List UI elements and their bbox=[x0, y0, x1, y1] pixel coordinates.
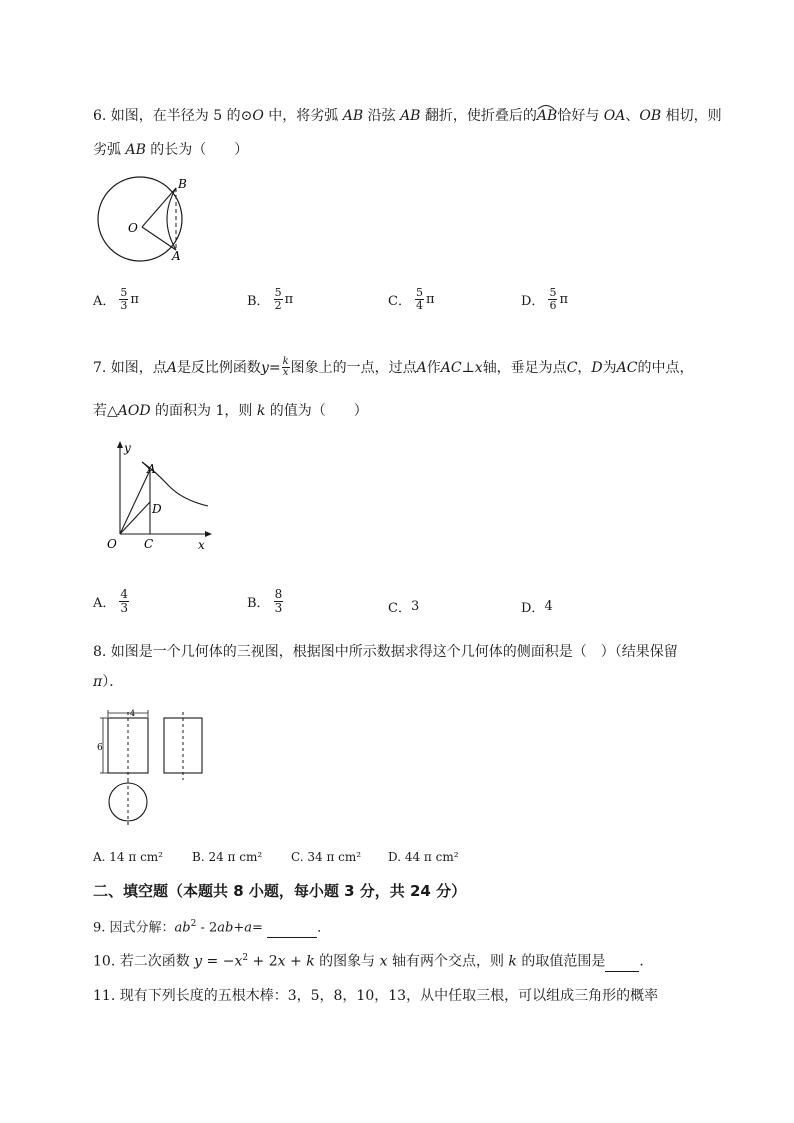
dim-side-label: 6 bbox=[97, 743, 103, 753]
option-letter: D． bbox=[521, 601, 545, 616]
option-fraction bbox=[274, 287, 283, 312]
q7-var: AC bbox=[616, 359, 638, 376]
circle-o bbox=[98, 177, 182, 261]
q7-var: AC bbox=[440, 359, 462, 376]
label-a: A bbox=[147, 462, 156, 476]
answer-blank[interactable] bbox=[605, 957, 639, 972]
q9-text: 9. 因式分解： bbox=[93, 920, 175, 936]
q7-text: 作 bbox=[426, 359, 441, 376]
q6-option-c[interactable] bbox=[388, 287, 435, 312]
fraction-denominator: 4 bbox=[415, 299, 423, 312]
q7-option-a[interactable] bbox=[93, 588, 131, 615]
fraction-numerator: 5 bbox=[120, 286, 128, 299]
x-axis-arrow-icon bbox=[205, 531, 212, 537]
arc-label-text: AB bbox=[536, 108, 558, 124]
q7-var: y bbox=[260, 359, 269, 376]
dim-top-label: 4 bbox=[130, 709, 136, 718]
q6-line2 bbox=[93, 140, 248, 160]
option-letter: C． bbox=[388, 294, 411, 309]
q6-var-ab: AB bbox=[125, 142, 146, 158]
segment-od bbox=[120, 502, 150, 534]
y-axis-arrow-icon bbox=[117, 441, 123, 448]
q7-option-d[interactable] bbox=[521, 597, 553, 616]
q6-text: 劣弧 bbox=[93, 142, 126, 158]
q8-option-b[interactable]: B. 24 π cm² bbox=[192, 850, 263, 864]
q6-text: 中，将劣弧 bbox=[263, 108, 343, 124]
fraction-numerator: k bbox=[282, 356, 289, 367]
q7-text: 7. 如图，点 bbox=[93, 359, 167, 376]
fraction-numerator: 8 bbox=[274, 587, 283, 601]
q7-text: 为 bbox=[602, 359, 617, 376]
q7-var: x bbox=[474, 359, 483, 376]
q10-var: k bbox=[508, 953, 517, 970]
q9-var: ab bbox=[174, 920, 191, 936]
answer-blank[interactable] bbox=[267, 923, 317, 938]
fraction-denominator: 3 bbox=[120, 299, 128, 312]
q7-var: k bbox=[256, 403, 266, 419]
q9-text: + bbox=[233, 920, 245, 936]
q10-var: x bbox=[277, 953, 286, 970]
label-c: C bbox=[144, 537, 154, 551]
q7-text: 的面积为 1，则 bbox=[150, 403, 257, 419]
fraction-denominator: 3 bbox=[120, 601, 129, 615]
option-letter: A． bbox=[93, 294, 116, 309]
fraction-denominator: 2 bbox=[274, 299, 282, 312]
q10-text: 的图象与 bbox=[314, 953, 380, 970]
label-d: D bbox=[152, 502, 162, 516]
k-over-x-fraction bbox=[282, 357, 290, 378]
fraction-numerator: 5 bbox=[415, 286, 423, 299]
option-value: 3 bbox=[410, 599, 420, 614]
q7-text: ， bbox=[577, 359, 592, 376]
fraction-numerator: 4 bbox=[120, 587, 129, 601]
q10-sup: 2 bbox=[242, 953, 249, 963]
q10-text: + 2 bbox=[248, 953, 278, 970]
q8-three-view-figure bbox=[96, 708, 216, 834]
q6-text: 翻折，使折叠后的 bbox=[420, 108, 537, 124]
label-o: O bbox=[107, 537, 117, 551]
fraction-denominator: 6 bbox=[549, 299, 557, 312]
perp-symbol: ⊥ bbox=[461, 359, 475, 376]
q6-option-a[interactable] bbox=[93, 287, 139, 312]
q7-var: A bbox=[166, 359, 177, 376]
pi-symbol: π bbox=[559, 292, 568, 307]
q6-text: 相切，则 bbox=[661, 108, 722, 124]
q8-option-a[interactable]: A. 14 π cm² bbox=[93, 850, 163, 864]
pi-symbol: π bbox=[93, 674, 103, 690]
q10-text: = − bbox=[202, 953, 235, 970]
option-letter: A． bbox=[93, 596, 116, 611]
q10-var: k bbox=[306, 953, 315, 970]
option-fraction bbox=[119, 588, 129, 615]
q6-text: 6. 如图，在半径为 5 的 bbox=[93, 108, 241, 124]
option-fraction bbox=[274, 588, 284, 615]
q10-line bbox=[93, 948, 653, 972]
q7-text: 的中点， bbox=[637, 359, 694, 376]
fraction-numerator: 5 bbox=[274, 286, 282, 299]
option-letter: D． bbox=[521, 294, 545, 309]
arc-ab-label bbox=[537, 106, 557, 126]
q9-text: ． bbox=[317, 920, 331, 936]
label-a: A bbox=[172, 249, 181, 263]
fraction-numerator: 5 bbox=[549, 286, 557, 299]
q9-var: ab bbox=[217, 920, 234, 936]
fraction-denominator: x bbox=[282, 367, 289, 378]
q8-text: ）． bbox=[102, 674, 124, 690]
q7-option-c[interactable] bbox=[388, 597, 419, 616]
label-x: x bbox=[198, 538, 205, 552]
q8-line1: 8. 如图是一个几何体的三视图，根据图中所示数据求得这个几何体的侧面积是（ ）（结果保留 bbox=[93, 644, 678, 660]
q7-text: 轴，垂足为点 bbox=[482, 359, 567, 376]
q7-var: D bbox=[591, 359, 603, 376]
q10-var: y bbox=[194, 953, 203, 970]
q7-text: 是反比例函数 bbox=[176, 359, 261, 376]
arc-mark-icon bbox=[537, 103, 555, 110]
q7-figure bbox=[96, 436, 216, 554]
q7-text: 的值为（ ） bbox=[265, 403, 368, 419]
option-fraction bbox=[548, 287, 557, 312]
q6-text: 、 bbox=[625, 108, 640, 124]
q10-var: x bbox=[234, 953, 243, 970]
q10-text: 轴有两个交点，则 bbox=[387, 953, 509, 970]
segment-ob bbox=[142, 188, 176, 227]
q6-var-ab: AB bbox=[400, 108, 421, 124]
option-fraction bbox=[415, 287, 424, 312]
q10-text: ． bbox=[639, 953, 654, 970]
q8-option-d[interactable]: D. 44 π cm² bbox=[388, 850, 459, 864]
q10-text: 的取值范围是 bbox=[516, 953, 606, 970]
q6-var-ab: AB bbox=[342, 108, 364, 124]
q6-text: 恰好与 bbox=[557, 108, 604, 124]
q6-line1 bbox=[93, 106, 722, 126]
q6-var-ob: OB bbox=[639, 108, 662, 124]
label-o: O bbox=[128, 221, 138, 235]
segment-oa bbox=[120, 470, 150, 534]
option-letter: B． bbox=[247, 294, 270, 309]
q10-text: + bbox=[285, 953, 307, 970]
label-y: y bbox=[124, 441, 131, 455]
q10-text: 10. 若二次函数 bbox=[93, 953, 195, 970]
q9-var: a bbox=[244, 920, 253, 936]
q6-text: 沿弦 bbox=[363, 108, 401, 124]
q7-option-b[interactable] bbox=[247, 588, 285, 615]
q7-var: AOD bbox=[117, 403, 151, 419]
q11-line: 11. 现有下列长度的五根木棒：3，5，8，10，13，从中任取三根，可以组成三角形的概率 bbox=[93, 988, 659, 1004]
q10-var: x bbox=[379, 953, 388, 970]
q6-option-d[interactable] bbox=[521, 287, 568, 312]
q8-line2 bbox=[93, 672, 123, 692]
q7-line1 bbox=[93, 357, 693, 378]
pi-symbol: π bbox=[284, 292, 294, 307]
q6-figure bbox=[92, 172, 202, 264]
pi-symbol: π bbox=[130, 292, 139, 307]
option-letter: B． bbox=[247, 596, 270, 611]
circle-symbol: ⊙ bbox=[240, 108, 253, 124]
q6-var-oa: OA bbox=[603, 108, 626, 124]
fraction-denominator: 3 bbox=[274, 601, 283, 615]
option-fraction bbox=[119, 287, 128, 312]
q6-var-o: O bbox=[252, 108, 264, 124]
q7-var: C bbox=[566, 359, 578, 376]
q7-text: = bbox=[268, 359, 281, 376]
q7-var: A bbox=[416, 359, 427, 376]
label-b: B bbox=[178, 177, 187, 191]
q7-text: 若△ bbox=[93, 403, 118, 419]
option-value: 4 bbox=[544, 599, 553, 614]
section-heading: 二、填空题（本题共 8 小题，每小题 3 分，共 24 分） bbox=[93, 882, 467, 900]
q6-text: 的长为（ ） bbox=[145, 142, 249, 158]
q8-option-c[interactable]: C. 34 π cm² bbox=[291, 850, 362, 864]
q7-line2 bbox=[93, 401, 368, 421]
q7-text: 图象上的一点，过点 bbox=[290, 359, 417, 376]
pi-symbol: π bbox=[425, 292, 435, 307]
q9-sup: 2 bbox=[190, 919, 197, 929]
q9-line bbox=[93, 914, 330, 938]
q9-text: = bbox=[252, 920, 268, 936]
q9-text: - 2 bbox=[196, 920, 218, 936]
q6-option-b[interactable] bbox=[247, 287, 293, 312]
option-letter: C． bbox=[388, 601, 411, 616]
